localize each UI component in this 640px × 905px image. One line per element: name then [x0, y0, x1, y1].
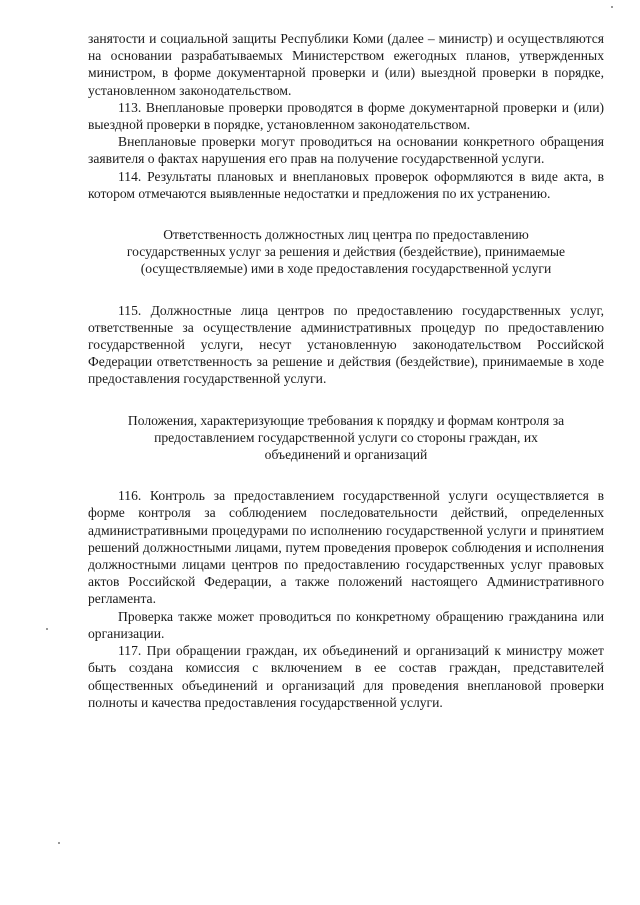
paragraph-113: 113. Внеплановые проверки проводятся в форме документарной проверки и (или) выездной проверки в порядке, установленном законодательством.	[88, 99, 604, 133]
paragraph-114: 114. Результаты плановых и внеплановых проверок оформляются в виде акта, в котором отмечаются выявленные недостатки и предложения по их устранению.	[88, 168, 604, 201]
paragraph-continuation: занятости и социальной защиты Республики Коми (далее – министр) и осуществляются на основании разрабатываемых Министерством ежегодных планов, утвержденных министром, в форме документарной проверки и (или) выездной проверки в порядке, установленном законодательством.	[88, 31, 604, 98]
section-heading-responsibility: Ответственность должностных лиц центра по предоставлению государственных услуг за решения и действия (бездействие), принимаемые (осуществляемые) ими в ходе предоставления государственной услуги	[126, 227, 566, 277]
paragraph-116: 116. Контроль за предоставлением государственной услуги осуществляется в форме контроля за соблюдением последовательности действий, определенных административными процедурами по исполнению государственной услуги и принятием решений должностными лицами, путем проведения проверок соблюдения и исполнения должностными лицами центров по предоставлению государственных услуг правовых актов Российской Федерации, а также положений настоящего Административного регламента.	[88, 488, 604, 607]
scan-dot	[58, 842, 60, 844]
scan-dot	[611, 6, 613, 8]
paragraph-115: 115. Должностные лица центров по предоставлению государственных услуг, ответственные за осуществление административных процедур по предоставлению государственной услуги, несут установленную законодательством Российской Федерации ответственность за решение и действия (бездействие), принимаемые в ходе предоставления государственной услуги.	[88, 302, 604, 387]
document-page	[88, 30, 604, 711]
section-heading-citizen-control: Положения, характеризующие требования к порядку и формам контроля за предоставлением государственной услуги со стороны граждан, их объединений и организаций	[127, 412, 565, 463]
paragraph-inspection-request: Проверка также может проводиться по конкретному обращению гражданина или организации.	[88, 608, 604, 641]
paragraph-117: 117. При обращении граждан, их объединений и организаций к министру может быть создана комиссия с включением в ее состав граждан, представителей общественных объединений и организаций для проведения внеплановой проверки полноты и качества предоставления государственной услуги.	[88, 643, 604, 710]
scan-dot	[46, 628, 48, 630]
paragraph-unplanned-checks: Внеплановые проверки могут проводиться на основании конкретного обращения заявителя о фактах нарушения его прав на получение государственной услуги.	[88, 134, 604, 167]
